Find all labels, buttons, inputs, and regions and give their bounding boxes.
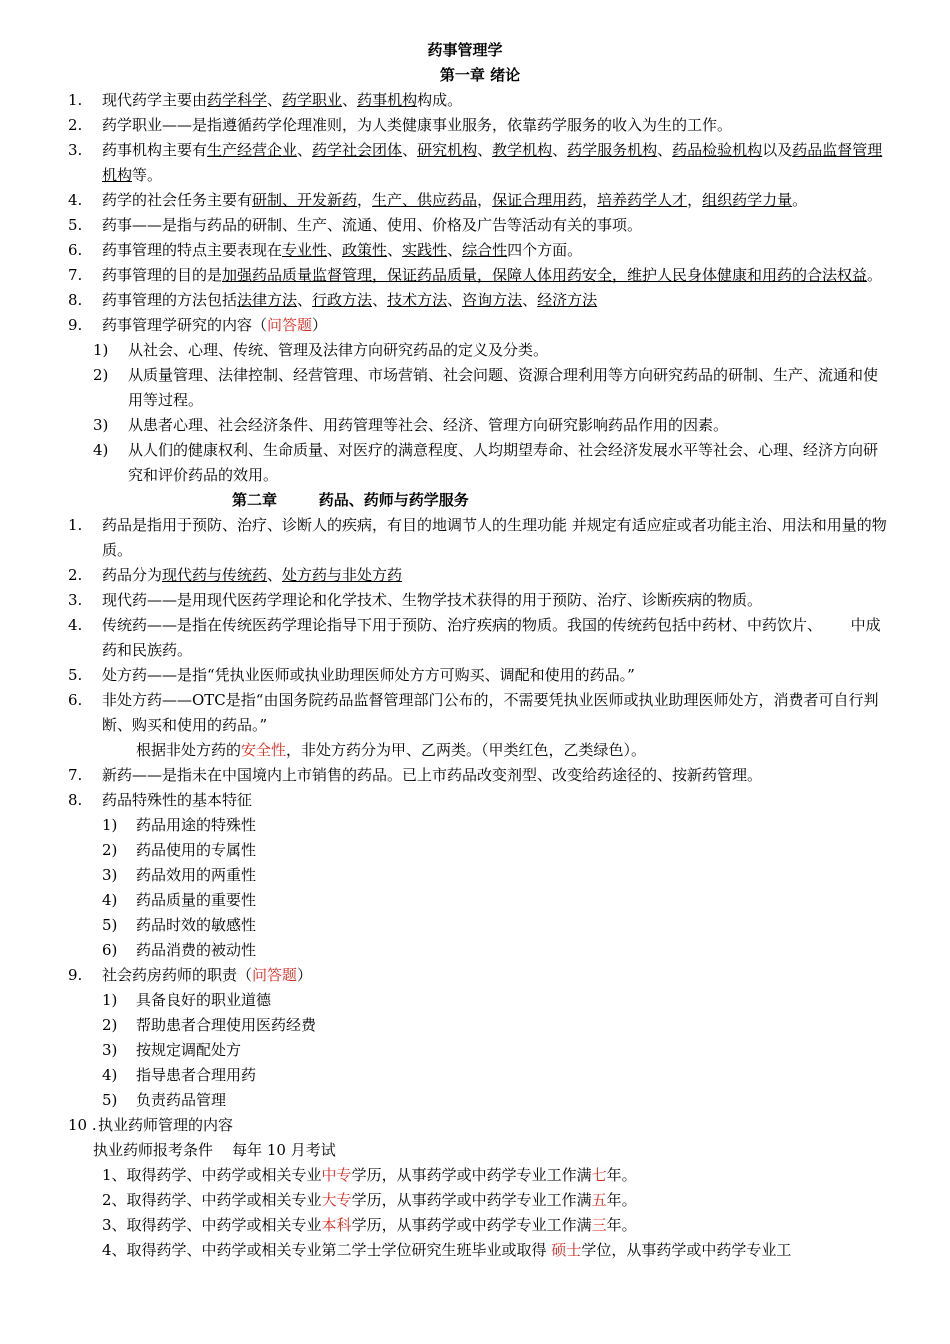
item-text: 学历，从事药学或中药学专业工作满: [351, 1216, 592, 1234]
list-item: [0, 288, 950, 313]
highlight-text: 安全性: [241, 741, 287, 759]
item-text: 、: [657, 141, 673, 159]
underlined-term: 实践性: [402, 241, 448, 259]
item-text: 药学职业——是指遵循药学伦理准则，为人类健康事业服务，依靠药学服务的收入为生的工作。: [102, 116, 733, 134]
highlight-text: 硕士: [551, 1241, 582, 1259]
item-number: 3): [102, 1041, 118, 1059]
item-text: 、: [402, 141, 418, 159]
condition-line: [0, 1238, 892, 1263]
sub-list-item: [0, 438, 950, 488]
item-number: 4.: [68, 191, 83, 209]
list-item: [0, 588, 950, 613]
underlined-term: 培养药学人才: [597, 191, 688, 209]
list-item: [0, 213, 950, 238]
list-item: [0, 1113, 950, 1138]
item-text: 药品效用的两重性: [136, 866, 257, 884]
item-text: 、: [447, 291, 463, 309]
underlined-term: 咨询方法: [462, 291, 523, 309]
item-text: 药品质量的重要性: [136, 891, 257, 909]
underlined-term: 经济方法: [537, 291, 598, 309]
item-text: 药事管理学研究的内容（: [102, 316, 268, 334]
underlined-term: 现代药与传统药: [162, 566, 268, 584]
item-text: 、: [552, 141, 568, 159]
item-text: 学位，从事药学或中药学专业工: [581, 1241, 792, 1259]
item-text: 四个方面。: [507, 241, 583, 259]
item-text: 药品时效的敏感性: [136, 916, 257, 934]
item-text: 年。: [606, 1216, 637, 1234]
highlight-text: 七: [591, 1166, 607, 1184]
highlight-text: 大专: [321, 1191, 352, 1209]
underlined-term: 生产经营企业: [207, 141, 298, 159]
item-number: 1): [102, 816, 118, 834]
item-text: 以及: [762, 141, 793, 159]
item-text: 等。: [132, 166, 163, 184]
item-text: 药事管理的方法包括: [102, 291, 238, 309]
item-text: 、: [297, 291, 313, 309]
item-number: 9.: [68, 316, 83, 334]
highlight-text: 问答题: [252, 966, 298, 984]
underlined-term: 处方药与非处方药: [282, 566, 403, 584]
list-item: [0, 663, 950, 688]
underlined-term: 研制、开发新药: [252, 191, 358, 209]
item-text: ，: [357, 191, 373, 209]
condition-line: [0, 1213, 950, 1238]
item-text: ）: [312, 316, 328, 334]
list-item: [0, 963, 950, 988]
item-text: 药学的社会任务主要有: [102, 191, 253, 209]
underlined-term: 行政方法: [312, 291, 373, 309]
exam-info-line: 执业药师报考条件 每年 10 月考试: [93, 1141, 336, 1159]
item-number: 2.: [68, 566, 83, 584]
condition-line: [0, 1163, 950, 1188]
item-number: 1): [102, 991, 118, 1009]
item-text: 新药——是指未在中国境内上市销售的药品。已上市药品改变剂型、改变给药途径的、按新药管理。: [102, 766, 763, 784]
item-number: 7.: [68, 766, 83, 784]
sub-list-item: [0, 913, 950, 938]
item-text: 、: [297, 141, 313, 159]
item-text: 药品消费的被动性: [136, 941, 257, 959]
item-number: 5): [102, 1091, 118, 1109]
item-number: 1): [93, 341, 109, 359]
item-text: 2、取得药学、中药学或相关专业: [102, 1191, 322, 1209]
item-number: 6): [102, 941, 118, 959]
item-text: 从质量管理、法律控制、经营管理、市场营销、社会问题、资源合理利用等方向研究药品的研制、生产、流通和使用等过程。: [128, 366, 879, 409]
item-text: 、: [477, 141, 493, 159]
highlight-text: 中专: [321, 1166, 352, 1184]
sub-list-item: [0, 413, 950, 438]
item-text: 按规定调配处方: [136, 1041, 242, 1059]
item-text: ，: [477, 191, 493, 209]
highlight-text: 本科: [321, 1216, 352, 1234]
item-text: ，非处方药分为甲、乙两类。（甲类红色，乙类绿色）。: [286, 741, 647, 759]
highlight-text: 三: [591, 1216, 607, 1234]
item-number: 3): [93, 416, 109, 434]
item-number: 8.: [68, 791, 83, 809]
item-text: 、: [327, 241, 343, 259]
item-text: 4、取得药学、中药学或相关专业第二学士学位研究生班毕业或取得: [102, 1241, 552, 1259]
item-number: 4.: [68, 616, 83, 634]
item-text: 。: [867, 266, 883, 284]
item-text: 、: [522, 291, 538, 309]
item-text: 年。: [606, 1191, 637, 1209]
sub-list-item: [0, 338, 950, 363]
item-number: 2.: [68, 116, 83, 134]
item-text: 从人们的健康权利、生命质量、对医疗的满意程度、人均期望寿命、社会经济发展水平等社会、心理、经济方向研究和评价药品的效用。: [128, 441, 879, 484]
list-item: [0, 263, 950, 288]
list-item: [0, 513, 950, 563]
list-item: [0, 563, 950, 588]
highlight-text: 问答题: [267, 316, 313, 334]
item-text: 传统药——是指在传统医药学理论指导下用于预防、治疗疾病的物质。我国的传统药包括中药材、中药饮片、 中成药和民族药。: [102, 616, 881, 659]
item-number: 7.: [68, 266, 83, 284]
item-number: 3.: [68, 591, 83, 609]
highlight-text: 五: [591, 1191, 607, 1209]
item-text: 药品特殊性的基本特征: [102, 791, 253, 809]
sub-list-item: [0, 363, 950, 413]
underlined-term: 政策性: [342, 241, 388, 259]
sub-list-item: [0, 1038, 950, 1063]
underlined-term: 综合性: [462, 241, 508, 259]
item-text: 执业药师管理的内容: [98, 1116, 234, 1134]
item-text: 药事——是指与药品的研制、生产、流通、使用、价格及广告等活动有关的事项。: [102, 216, 643, 234]
item-text: 根据非处方药的: [136, 741, 242, 759]
otc-classification-note: [0, 738, 950, 763]
sub-list-item: [0, 1013, 950, 1038]
underlined-term: 药学社会团体: [312, 141, 403, 159]
item-text: 负责药品管理: [136, 1091, 227, 1109]
item-number: 6.: [68, 241, 83, 259]
item-text: 社会药房药师的职责（: [102, 966, 253, 984]
list-item: [0, 788, 950, 813]
item-text: 处方药——是指“凭执业医师或执业助理医师处方方可购买、调配和使用的药品。”: [102, 666, 635, 684]
underlined-term: 研究机构: [417, 141, 478, 159]
sub-list-item: [0, 1063, 950, 1088]
item-text: 从社会、心理、传统、管理及法律方向研究药品的定义及分类。: [128, 341, 549, 359]
item-number: 2): [102, 841, 118, 859]
item-text: 药品用途的特殊性: [136, 816, 257, 834]
item-number: 3): [102, 866, 118, 884]
item-text: ，: [582, 191, 598, 209]
item-text: 从患者心理、社会经济条件、用药管理等社会、经济、管理方向研究影响药品作用的因素。: [128, 416, 729, 434]
item-text: 学历，从事药学或中药学专业工作满: [351, 1166, 592, 1184]
item-text: 、: [267, 91, 283, 109]
item-number: 6.: [68, 691, 83, 709]
item-text: 、: [267, 566, 283, 584]
item-number: 4): [102, 891, 118, 909]
item-text: 、: [447, 241, 463, 259]
item-number: 5): [102, 916, 118, 934]
item-text: ，: [687, 191, 703, 209]
item-text: 现代药——是用现代医药学理论和化学技术、生物学技术获得的用于预防、治疗、诊断疾病的物质。: [102, 591, 763, 609]
condition-line: [0, 1188, 950, 1213]
item-text: 1、取得药学、中药学或相关专业: [102, 1166, 322, 1184]
underlined-term: 加强药品质量监督管理，保证药品质量，保障人体用药安全，维护人民身体健康和用药的合法权益: [222, 266, 868, 284]
item-number: 8.: [68, 291, 83, 309]
item-number: 2): [93, 366, 109, 384]
underlined-term: 保证合理用药: [492, 191, 583, 209]
item-text: 具备良好的职业道德: [136, 991, 272, 1009]
item-number: 5.: [68, 216, 83, 234]
item-text: 、: [372, 291, 388, 309]
item-text: 药事机构主要有: [102, 141, 208, 159]
underlined-term: 药学服务机构: [567, 141, 658, 159]
underlined-term: 药事机构: [357, 91, 418, 109]
item-text: 3、取得药学、中药学或相关专业: [102, 1216, 322, 1234]
item-text: 药品是指用于预防、治疗、诊断人的疾病，有目的地调节人的生理功能 并规定有适应症或者功能主治、用法和用量的物质。: [102, 516, 887, 559]
item-number: 4): [93, 441, 109, 459]
item-text: 指导患者合理用药: [136, 1066, 257, 1084]
list-item: [0, 688, 950, 738]
document-page: [0, 38, 950, 1263]
list-item: [0, 138, 950, 188]
underlined-term: 药品检验机构: [672, 141, 763, 159]
item-number: 9.: [68, 966, 83, 984]
chapter-2-heading: 第二章 药品、药师与药学服务: [232, 491, 469, 509]
item-text: 药事管理的目的是: [102, 266, 223, 284]
list-item: [0, 313, 950, 338]
underlined-term: 药学职业: [282, 91, 343, 109]
document-title: 药事管理学: [427, 41, 503, 59]
underlined-term: 药品监督管理机构: [102, 141, 883, 184]
sub-list-item: [0, 938, 950, 963]
underlined-term: 法律方法: [237, 291, 298, 309]
list-item: [0, 113, 950, 138]
item-text: 年。: [606, 1166, 637, 1184]
item-number: 4): [102, 1066, 118, 1084]
sub-list-item: [0, 1088, 950, 1113]
sub-list-item: [0, 838, 950, 863]
underlined-term: 专业性: [282, 241, 328, 259]
item-text: 现代药学主要由: [102, 91, 208, 109]
chapter-1-heading: 第一章 绪论: [439, 66, 521, 84]
underlined-term: 教学机构: [492, 141, 553, 159]
item-number: 10 .: [68, 1116, 97, 1134]
sub-list-item: [0, 863, 950, 888]
item-number: 2): [102, 1016, 118, 1034]
item-number: 1.: [68, 91, 83, 109]
list-item: [0, 763, 950, 788]
item-number: 3.: [68, 141, 83, 159]
item-number: 5.: [68, 666, 83, 684]
list-item: [0, 613, 950, 663]
underlined-term: 生产、供应药品: [372, 191, 478, 209]
item-text: 、: [387, 241, 403, 259]
item-text: 。: [792, 191, 808, 209]
item-text: 帮助患者合理使用医药经费: [136, 1016, 317, 1034]
sub-list-item: [0, 988, 950, 1013]
list-item: [0, 88, 950, 113]
list-item: [0, 188, 950, 213]
sub-list-item: [0, 888, 950, 913]
underlined-term: 药学科学: [207, 91, 268, 109]
item-text: 、: [342, 91, 358, 109]
item-number: 1.: [68, 516, 83, 534]
item-text: 药事管理的特点主要表现在: [102, 241, 283, 259]
item-text: 学历，从事药学或中药学专业工作满: [351, 1191, 592, 1209]
underlined-term: 技术方法: [387, 291, 448, 309]
item-text: 非处方药——OTC是指“由国务院药品监督管理部门公布的，不需要凭执业医师或执业助理医师处方，消费者可自行判断、购买和使用的药品。”: [102, 691, 879, 734]
underlined-term: 组织药学力量: [702, 191, 793, 209]
item-text: ）: [297, 966, 313, 984]
item-text: 药品使用的专属性: [136, 841, 257, 859]
item-text: 药品分为: [102, 566, 163, 584]
list-item: [0, 238, 950, 263]
sub-list-item: [0, 813, 950, 838]
item-text: 构成。: [417, 91, 463, 109]
